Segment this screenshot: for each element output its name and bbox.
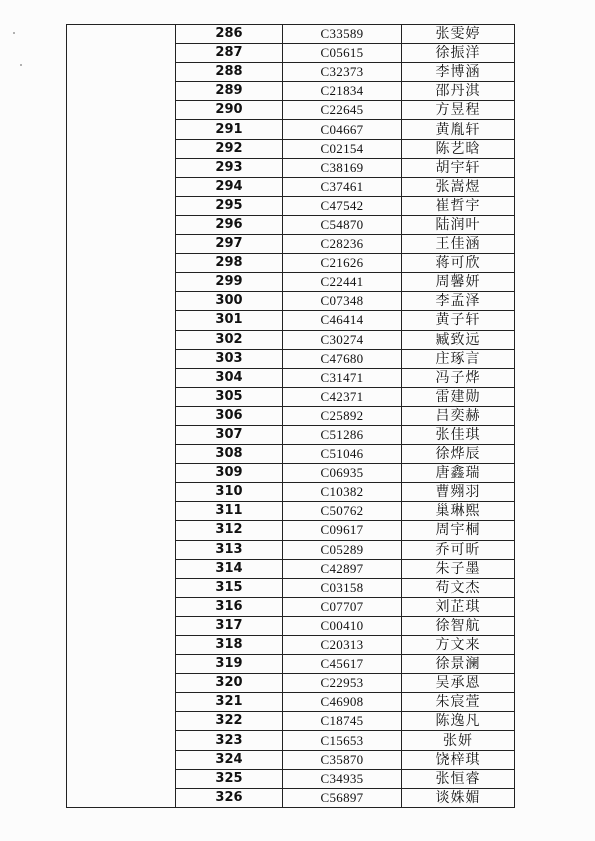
student-name-cell: 李博涵 [402,63,515,82]
seq-number-cell: 324 [176,750,283,769]
student-name-cell: 唐鑫瑞 [402,464,515,483]
student-name-cell: 陈艺晗 [402,139,515,158]
student-id-cell: C02154 [283,139,402,158]
seq-number-cell: 310 [176,483,283,502]
seq-number-cell: 301 [176,311,283,330]
student-id-cell: C31471 [283,368,402,387]
seq-number-cell: 288 [176,63,283,82]
seq-number-cell: 316 [176,597,283,616]
student-name-cell: 吕奕赫 [402,406,515,425]
student-name-cell: 朱子墨 [402,559,515,578]
student-id-cell: C04667 [283,120,402,139]
seq-number-cell: 307 [176,425,283,444]
student-name-cell: 徐烨辰 [402,445,515,464]
student-id-cell: C22953 [283,674,402,693]
student-id-cell: C05289 [283,540,402,559]
student-name-cell: 庄琢言 [402,349,515,368]
student-name-cell: 曹翙羽 [402,483,515,502]
student-name-cell: 乔可昕 [402,540,515,559]
student-name-cell: 朱宸萱 [402,693,515,712]
seq-number-cell: 300 [176,292,283,311]
student-name-cell: 徐智航 [402,616,515,635]
student-id-cell: C07348 [283,292,402,311]
seq-number-cell: 317 [176,616,283,635]
student-id-cell: C46908 [283,693,402,712]
seq-number-cell: 290 [176,101,283,120]
student-id-cell: C06935 [283,464,402,483]
student-name-cell: 方文来 [402,636,515,655]
student-id-cell: C42897 [283,559,402,578]
student-id-cell: C00410 [283,616,402,635]
student-name-cell: 蒋可欣 [402,254,515,273]
seq-number-cell: 320 [176,674,283,693]
student-id-cell: C42371 [283,387,402,406]
student-id-cell: C30274 [283,330,402,349]
student-name-cell: 张嵩煜 [402,177,515,196]
student-id-cell: C38169 [283,158,402,177]
student-id-cell: C05615 [283,44,402,63]
seq-number-cell: 304 [176,368,283,387]
student-id-cell: C46414 [283,311,402,330]
student-id-cell: C56897 [283,788,402,807]
student-id-cell: C34935 [283,769,402,788]
student-id-cell: C10382 [283,483,402,502]
seq-number-cell: 314 [176,559,283,578]
seq-number-cell: 289 [176,82,283,101]
student-id-cell: C28236 [283,235,402,254]
student-id-cell: C51286 [283,425,402,444]
student-id-cell: C47680 [283,349,402,368]
student-name-cell: 方昱程 [402,101,515,120]
seq-number-cell: 305 [176,387,283,406]
student-name-cell: 邵丹淇 [402,82,515,101]
student-id-cell: C21834 [283,82,402,101]
student-name-cell: 吴承恩 [402,674,515,693]
seq-number-cell: 325 [176,769,283,788]
student-name-cell: 陆润叶 [402,215,515,234]
student-name-cell: 苟文杰 [402,578,515,597]
student-name-cell: 黄胤轩 [402,120,515,139]
seq-number-cell: 311 [176,502,283,521]
seq-number-cell: 295 [176,196,283,215]
student-id-cell: C32373 [283,63,402,82]
seq-number-cell: 294 [176,177,283,196]
student-id-cell: C22645 [283,101,402,120]
seq-number-cell: 302 [176,330,283,349]
seq-number-cell: 321 [176,693,283,712]
student-id-cell: C51046 [283,445,402,464]
scan-speck [13,32,15,34]
student-name-cell: 谈姝媚 [402,788,515,807]
student-name-cell: 徐振洋 [402,44,515,63]
seq-number-cell: 303 [176,349,283,368]
student-name-cell: 黄子轩 [402,311,515,330]
student-id-cell: C54870 [283,215,402,234]
seq-number-cell: 297 [176,235,283,254]
student-name-cell: 张妍 [402,731,515,750]
seq-number-cell: 293 [176,158,283,177]
seq-number-cell: 315 [176,578,283,597]
seq-number-cell: 323 [176,731,283,750]
student-id-cell: C21626 [283,254,402,273]
student-name-cell: 胡宇轩 [402,158,515,177]
student-id-cell: C18745 [283,712,402,731]
student-name-cell: 张佳琪 [402,425,515,444]
scan-speck [20,64,22,66]
student-id-cell: C03158 [283,578,402,597]
student-name-cell: 冯子烨 [402,368,515,387]
seq-number-cell: 322 [176,712,283,731]
student-name-cell: 张雯婷 [402,25,515,44]
table-row [67,25,515,44]
student-id-cell: C50762 [283,502,402,521]
student-name-cell: 徐景澜 [402,655,515,674]
student-name-cell: 雷建勋 [402,387,515,406]
student-id-cell: C33589 [283,25,402,44]
seq-number-cell: 319 [176,655,283,674]
student-id-cell: C45617 [283,655,402,674]
seq-number-cell: 312 [176,521,283,540]
seq-number-cell: 292 [176,139,283,158]
seq-number-cell: 298 [176,254,283,273]
student-id-cell: C09617 [283,521,402,540]
blank-column-cell [67,25,176,808]
student-id-cell: C25892 [283,406,402,425]
student-name-cell: 李孟泽 [402,292,515,311]
student-name-cell: 周馨妍 [402,273,515,292]
student-id-cell: C22441 [283,273,402,292]
seq-number-cell: 291 [176,120,283,139]
seq-number-cell: 287 [176,44,283,63]
student-id-cell: C07707 [283,597,402,616]
student-name-cell: 陈逸凡 [402,712,515,731]
seq-number-cell: 326 [176,788,283,807]
student-name-cell: 张恒睿 [402,769,515,788]
seq-number-cell: 309 [176,464,283,483]
student-name-cell: 周宇桐 [402,521,515,540]
student-id-cell: C47542 [283,196,402,215]
student-name-cell: 饶梓琪 [402,750,515,769]
student-name-cell: 王佳涵 [402,235,515,254]
seq-number-cell: 299 [176,273,283,292]
seq-number-cell: 318 [176,636,283,655]
seq-number-cell: 286 [176,25,283,44]
student-name-cell: 臧致远 [402,330,515,349]
student-id-cell: C20313 [283,636,402,655]
roster-table [66,24,515,808]
student-id-cell: C35870 [283,750,402,769]
seq-number-cell: 306 [176,406,283,425]
roster-table-body [67,25,515,808]
seq-number-cell: 313 [176,540,283,559]
student-id-cell: C15653 [283,731,402,750]
student-name-cell: 崔哲宇 [402,196,515,215]
student-name-cell: 刘芷琪 [402,597,515,616]
student-id-cell: C37461 [283,177,402,196]
seq-number-cell: 308 [176,445,283,464]
seq-number-cell: 296 [176,215,283,234]
student-name-cell: 巢琳熙 [402,502,515,521]
